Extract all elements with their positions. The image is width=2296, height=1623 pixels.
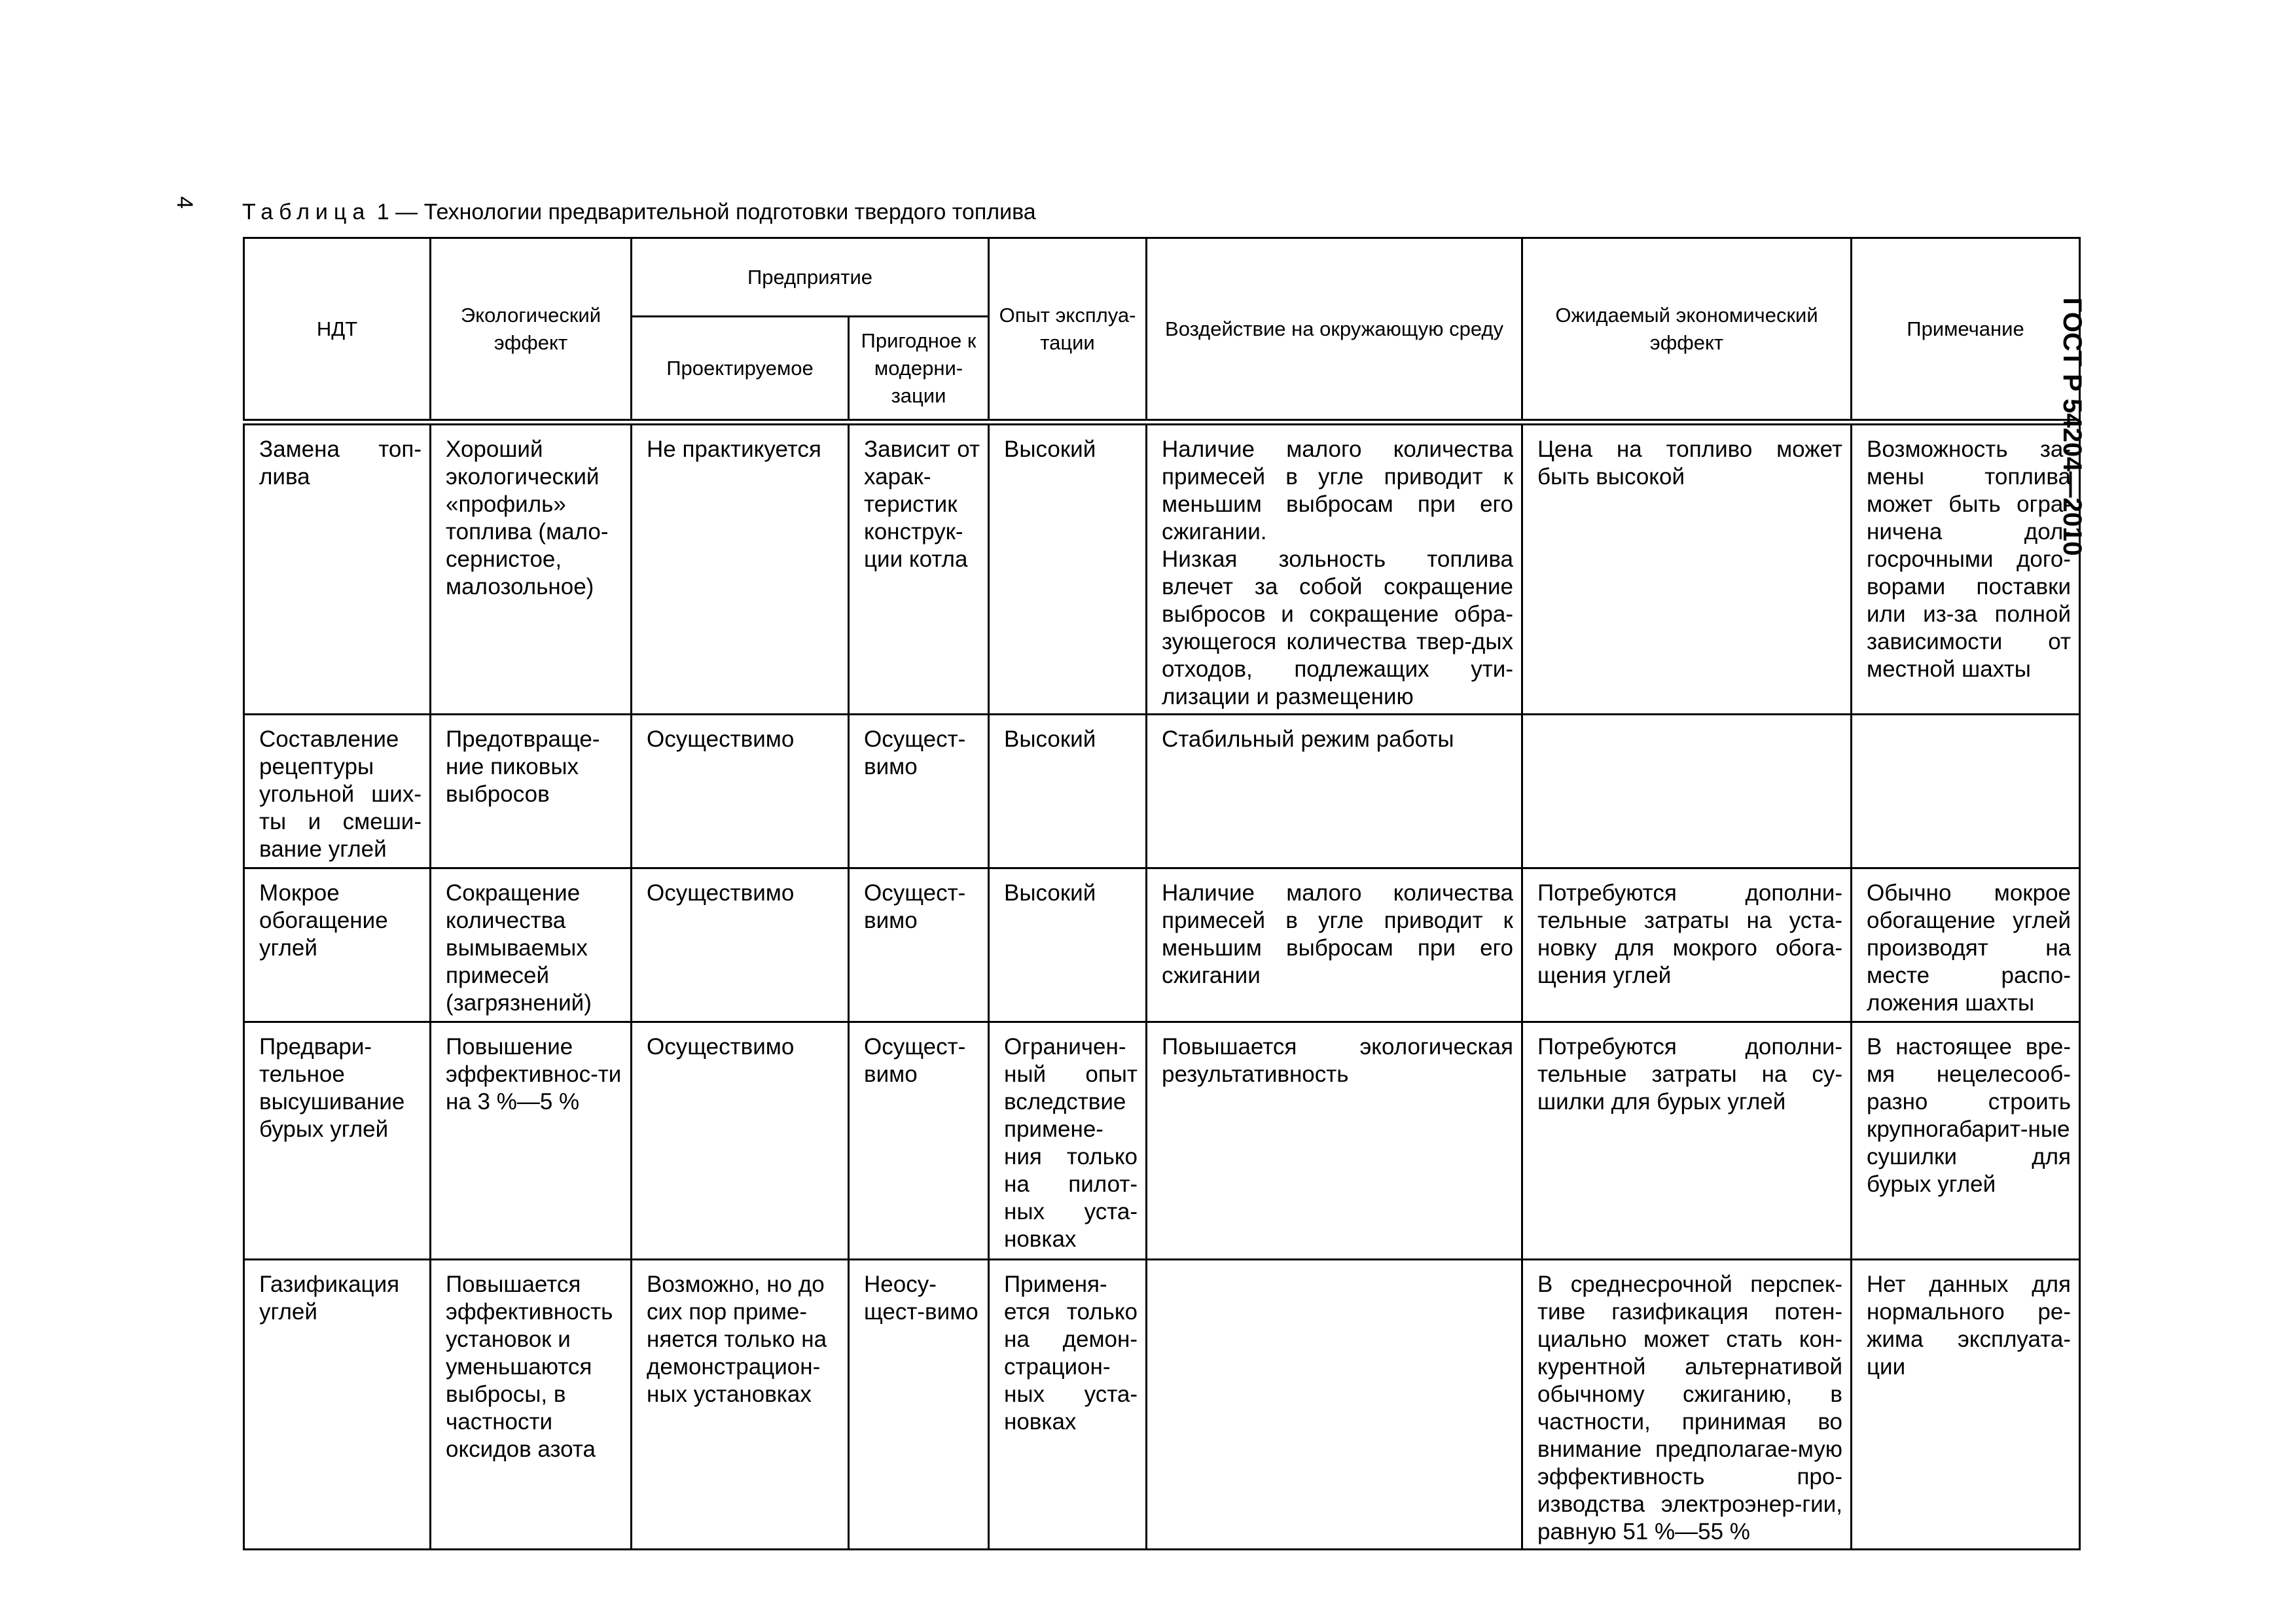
table-caption [242, 200, 1036, 225]
table-row [244, 868, 2080, 1022]
cell-modernizable: Зависит от харак-теристик конструк-ции котла [849, 422, 989, 715]
header-enterprise: Предприятие [632, 238, 989, 317]
caption-label: Таблица [242, 200, 371, 224]
cell-ndt: Предвари-тельное высушивание бурых углей [244, 1022, 431, 1260]
cell-note: В настоящее вре-мя нецелесооб-разно строить крупногабарит-ные сушилки для бурых углей [1852, 1022, 2080, 1260]
header-economic: Ожидаемый экономический эффект [1522, 238, 1852, 423]
cell-designed: Возможно, но до сих пор приме-няется только на демонстрацион-ных установках [632, 1260, 849, 1550]
cell-environment: Стабильный режим работы [1147, 715, 1522, 868]
header-modernizable: Пригодное к модерни-зации [849, 317, 989, 423]
cell-experience: Применя-ется только на демон-страцион-ных уста-новках [989, 1260, 1147, 1550]
cell-economic: Потребуются дополни-тельные затраты на уста-новку для мокрого обога-щения углей [1522, 868, 1852, 1022]
cell-modernizable: Осущест-вимо [849, 868, 989, 1022]
cell-note [1852, 715, 2080, 868]
environment-paragraph: Наличие малого количества примесей в угле приводит к меньшим выбросам при его сжигании. [1162, 437, 1513, 544]
cell-economic: Цена на топливо может быть высокой [1522, 422, 1852, 715]
cell-experience: Высокий [989, 715, 1147, 868]
table-row [244, 1260, 2080, 1550]
cell-ndt: Составление рецептуры угольной ших-ты и смеши-вание углей [244, 715, 431, 868]
cell-ndt: Мокрое обогащение углей [244, 868, 431, 1022]
caption-number: 1 [376, 200, 389, 224]
cell-modernizable: Неосу-щест-вимо [849, 1260, 989, 1550]
page-number: 4 [171, 196, 197, 209]
cell-economic: В среднесрочной перспек-тиве газификация потен-циально может стать кон-курентной альтернативой обычному сжиганию, в частности, принимая во внимание предполагае-мую эффективность про-изводства электроэнер-гии, равную 51 %—55 % [1522, 1260, 1852, 1550]
cell-eco: Повышается эффективность установок и уменьшаются выбросы, в частности оксидов азота [431, 1260, 632, 1550]
cell-designed: Осуществимо [632, 1022, 849, 1260]
cell-note: Возможность за-мены топлива может быть огра-ничена дол-госрочными дого-ворами поставки или из-за полной зависимости от местной шахты [1852, 422, 2080, 715]
cell-note: Нет данных для нормального ре-жима эксплуата-ции [1852, 1260, 2080, 1550]
table-row [244, 422, 2080, 715]
cell-eco: Сокращение количества вымываемых примесей (загрязнений) [431, 868, 632, 1022]
cell-designed: Осуществимо [632, 715, 849, 868]
header-ndt: НДТ [244, 238, 431, 423]
cell-designed: Не практикуется [632, 422, 849, 715]
cell-note: Обычно мокрое обогащение углей производят на месте распо-ложения шахты [1852, 868, 2080, 1022]
cell-ndt: Замена топ-лива [244, 422, 431, 715]
cell-eco: Повышение эффективнос-ти на 3 %—5 % [431, 1022, 632, 1260]
cell-environment: Наличие малого количества примесей в угле приводит к меньшим выбросам при его сжигании [1147, 868, 1522, 1022]
cell-modernizable: Осущест-вимо [849, 715, 989, 868]
cell-ndt: Газификация углей [244, 1260, 431, 1550]
caption-title: — Технологии предварительной подготовки твердого топлива [395, 200, 1036, 224]
cell-experience: Высокий [989, 422, 1147, 715]
cell-experience: Ограничен-ный опыт вследствие примене-ния только на пилот-ных уста-новках [989, 1022, 1147, 1260]
header-note: Примечание [1852, 238, 2080, 423]
cell-eco: Хороший экологический «профиль» топлива (мало-сернистое, малозольное) [431, 422, 632, 715]
header-environment: Воздействие на окружающую среду [1147, 238, 1522, 423]
document-code: ГОСТ Р 54204—2010 [2058, 297, 2087, 556]
table-row [244, 715, 2080, 868]
cell-economic: Потребуются дополни-тельные затраты на су-шилки для бурых углей [1522, 1022, 1852, 1260]
header-designed: Проектируемое [632, 317, 849, 423]
cell-environment: Повышается экологическая результативность [1147, 1022, 1522, 1260]
cell-designed: Осуществимо [632, 868, 849, 1022]
table-row [244, 1022, 2080, 1260]
cell-experience: Высокий [989, 868, 1147, 1022]
fuel-technologies-table [243, 237, 2081, 1550]
cell-environment [1147, 1260, 1522, 1550]
cell-modernizable: Осущест-вимо [849, 1022, 989, 1260]
environment-paragraph: Низкая зольность топлива влечет за собой сокращение выбросов и сокращение обра-зующегося количества твер-дых отходов, подлежащих ути-лизации и размещению [1162, 546, 1513, 709]
cell-eco: Предотвраще-ние пиковых выбросов [431, 715, 632, 868]
header-experience: Опыт эксплуа-тации [989, 238, 1147, 423]
cell-economic [1522, 715, 1852, 868]
cell-environment [1147, 422, 1522, 715]
header-eco-effect: Экологический эффект [431, 238, 632, 423]
